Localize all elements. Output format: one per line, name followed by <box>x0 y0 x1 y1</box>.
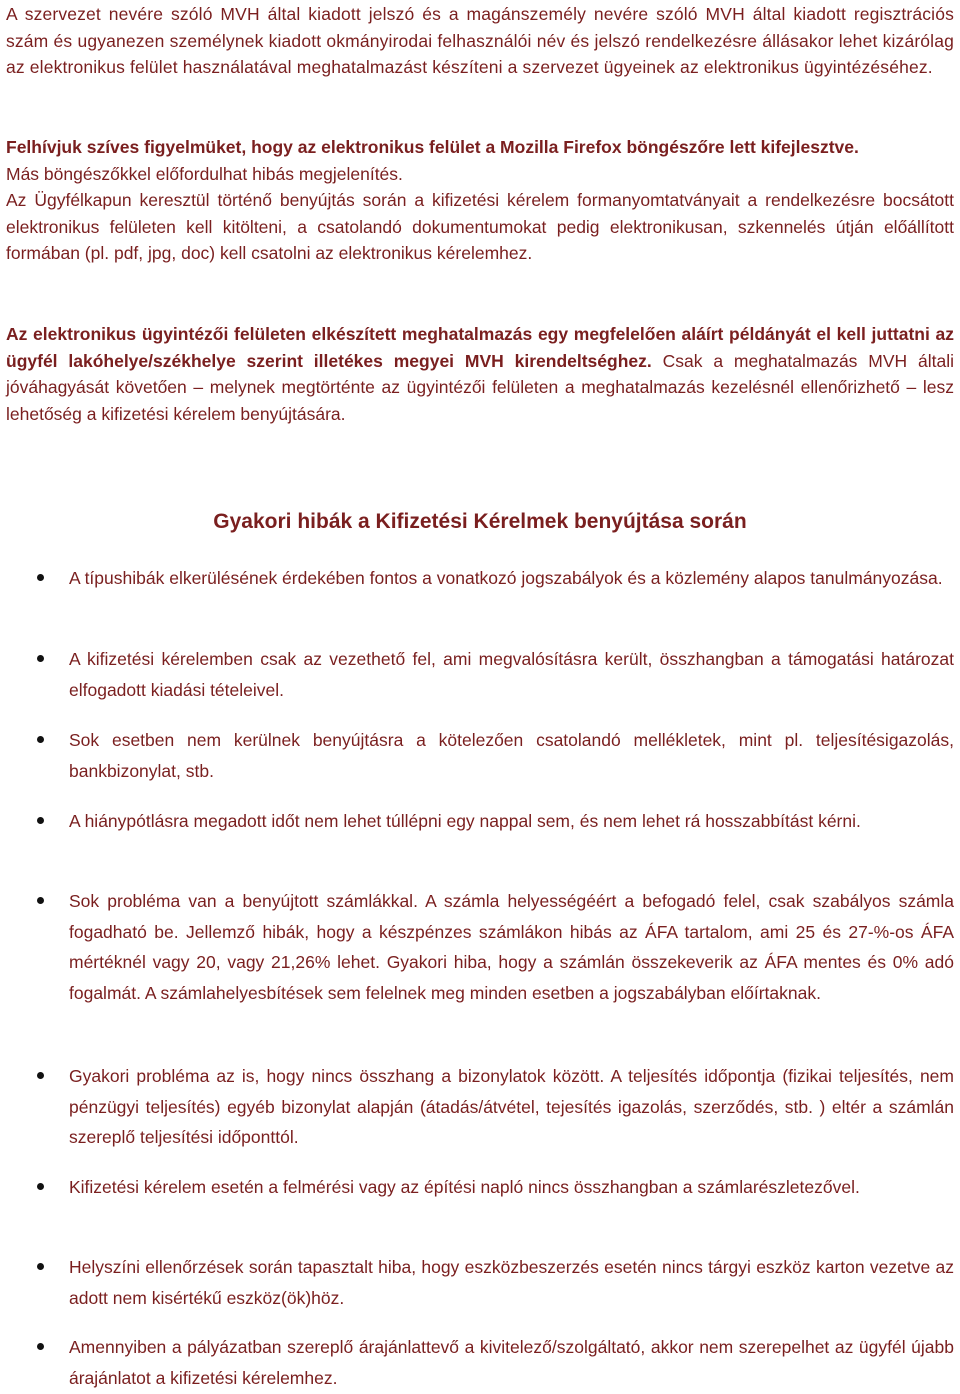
browser-notice-paragraph <box>6 134 954 187</box>
authorization-paragraph <box>6 321 954 427</box>
bullet-icon <box>37 1263 44 1270</box>
list-item-text: Amennyiben a pályázatban szereplő árajánlattevő a kivitelező/szolgáltató, akkor nem szerepelhet az ügyfél újabb árajánlatot a kifizetési kérelemhez. <box>69 1337 954 1388</box>
list-item-text: A hiánypótlásra megadott időt nem lehet túllépni egy nappal sem, és nem lehet rá hosszabbítást kérni. <box>69 811 861 831</box>
bullet-icon <box>37 655 44 662</box>
list-item-text: Gyakori probléma az is, hogy nincs összhang a bizonylatok között. A teljesítés időpontja (fizikai teljesítés, nem pénzügyi teljesítés) egyéb bizonylat alapján (átadás/átvétel, tejesítés igazolás, szerződés, stb. ) eltér a számlán szereplő teljesítési időponttól. <box>69 1066 954 1147</box>
list-item-text: A típushibák elkerülésének érdekében fontos a vonatkozó jogszabályok és a közlemény alapos tanulmányozása. <box>69 568 943 588</box>
authorization-bold: Az elektronikus ügyintézői felületen elkészített meghatalmazás egy megfelelően aláírt példányát el kell juttatni az ügyfél lakóhelye/székhelye szerint illetékes megyei MVH kirendeltséghez. <box>6 324 954 371</box>
bullet-icon <box>37 1072 44 1079</box>
list-item-text: Sok esetben nem kerülnek benyújtásra a kötelezően csatolandó mellékletek, mint pl. teljesítésigazolás, bankbizonylat, stb. <box>69 730 954 781</box>
bullet-icon <box>37 817 44 824</box>
browser-notice-bold: Felhívjuk szíves figyelmüket, hogy az elektronikus felület a Mozilla Firefox böngészőre lett kifejlesztve. <box>6 137 859 157</box>
list-item-text: A kifizetési kérelemben csak az vezethető fel, ami megvalósításra került, összhangban a támogatási határozat elfogadott kiadási tételeivel. <box>69 649 954 700</box>
authorization-text: Csak a meghatalmazás MVH általi jóváhagyását követően – melynek megtörténte az ügyintézői felületen a meghatalmazás kezelésnél ellenőrizhető – lesz lehetőség a kifizetési kérelem benyújtására. <box>6 350 955 424</box>
browser-notice-text: Más böngészőkkel előfordulhat hibás megjelenítés. <box>6 163 403 184</box>
list-item-text: Sok probléma van a benyújtott számlákkal. A számla helyességéért a befogadó felel, csak szabályos számla fogadható be. Jellemző hibák, hogy a készpénzes számlákon hibás az ÁFA tartalom, ami 25 és 27-%-os ÁFA mértéknél vagy 20, vagy 21,26% lehet. Gyakori hiba, hogy a számlán összekeverik az ÁFA mentes és 0% adó fogalmát. A számlahelyesbítések sem felelnek meg minden esetben a jogszabályban előírtaknak. <box>69 891 954 1003</box>
intro-paragraph: A szervezet nevére szóló MVH által kiadott jelszó és a magánszemély nevére szóló MVH által kiadott regisztrációs szám és ugyanezen személynek kiadott okmányirodai felhasználói név és jelszó rendelkezésre állásakor lehet kizárólag az elektronikus felület használatával meghatalmazást készíteni a szervezet ügyeinek az elektronikus ügyintézéséhez. <box>6 4 954 77</box>
section-heading: Gyakori hibák a Kifizetési Kérelmek benyújtása során <box>213 510 747 533</box>
ugyfelkapu-paragraph: Az Ügyfélkapun keresztül történő benyújtás során a kifizetési kérelem formanyomtatványait a rendelkezésre bocsátott elektronikus felületen kell kitölteni, a csatolandó dokumentumokat pedig elektronikusan, szkennelés útján előállított formában (pl. pdf, jpg, doc) kell csatolni az elektronikus kérelemhez. <box>6 190 954 263</box>
bullet-icon <box>37 897 44 904</box>
bullet-icon <box>37 574 44 581</box>
list-item-text: Kifizetési kérelem esetén a felmérési vagy az építési napló nincs összhangban a számlarészletezővel. <box>69 1177 860 1197</box>
bullet-icon <box>37 736 44 743</box>
bullet-icon <box>37 1343 44 1350</box>
list-item-text: Helyszíni ellenőrzések során tapasztalt hiba, hogy eszközbeszerzés esetén nincs tárgyi eszköz karton vezetve az adott nem kisértékű eszköz(ök)höz. <box>69 1257 954 1308</box>
bullet-icon <box>37 1183 44 1190</box>
